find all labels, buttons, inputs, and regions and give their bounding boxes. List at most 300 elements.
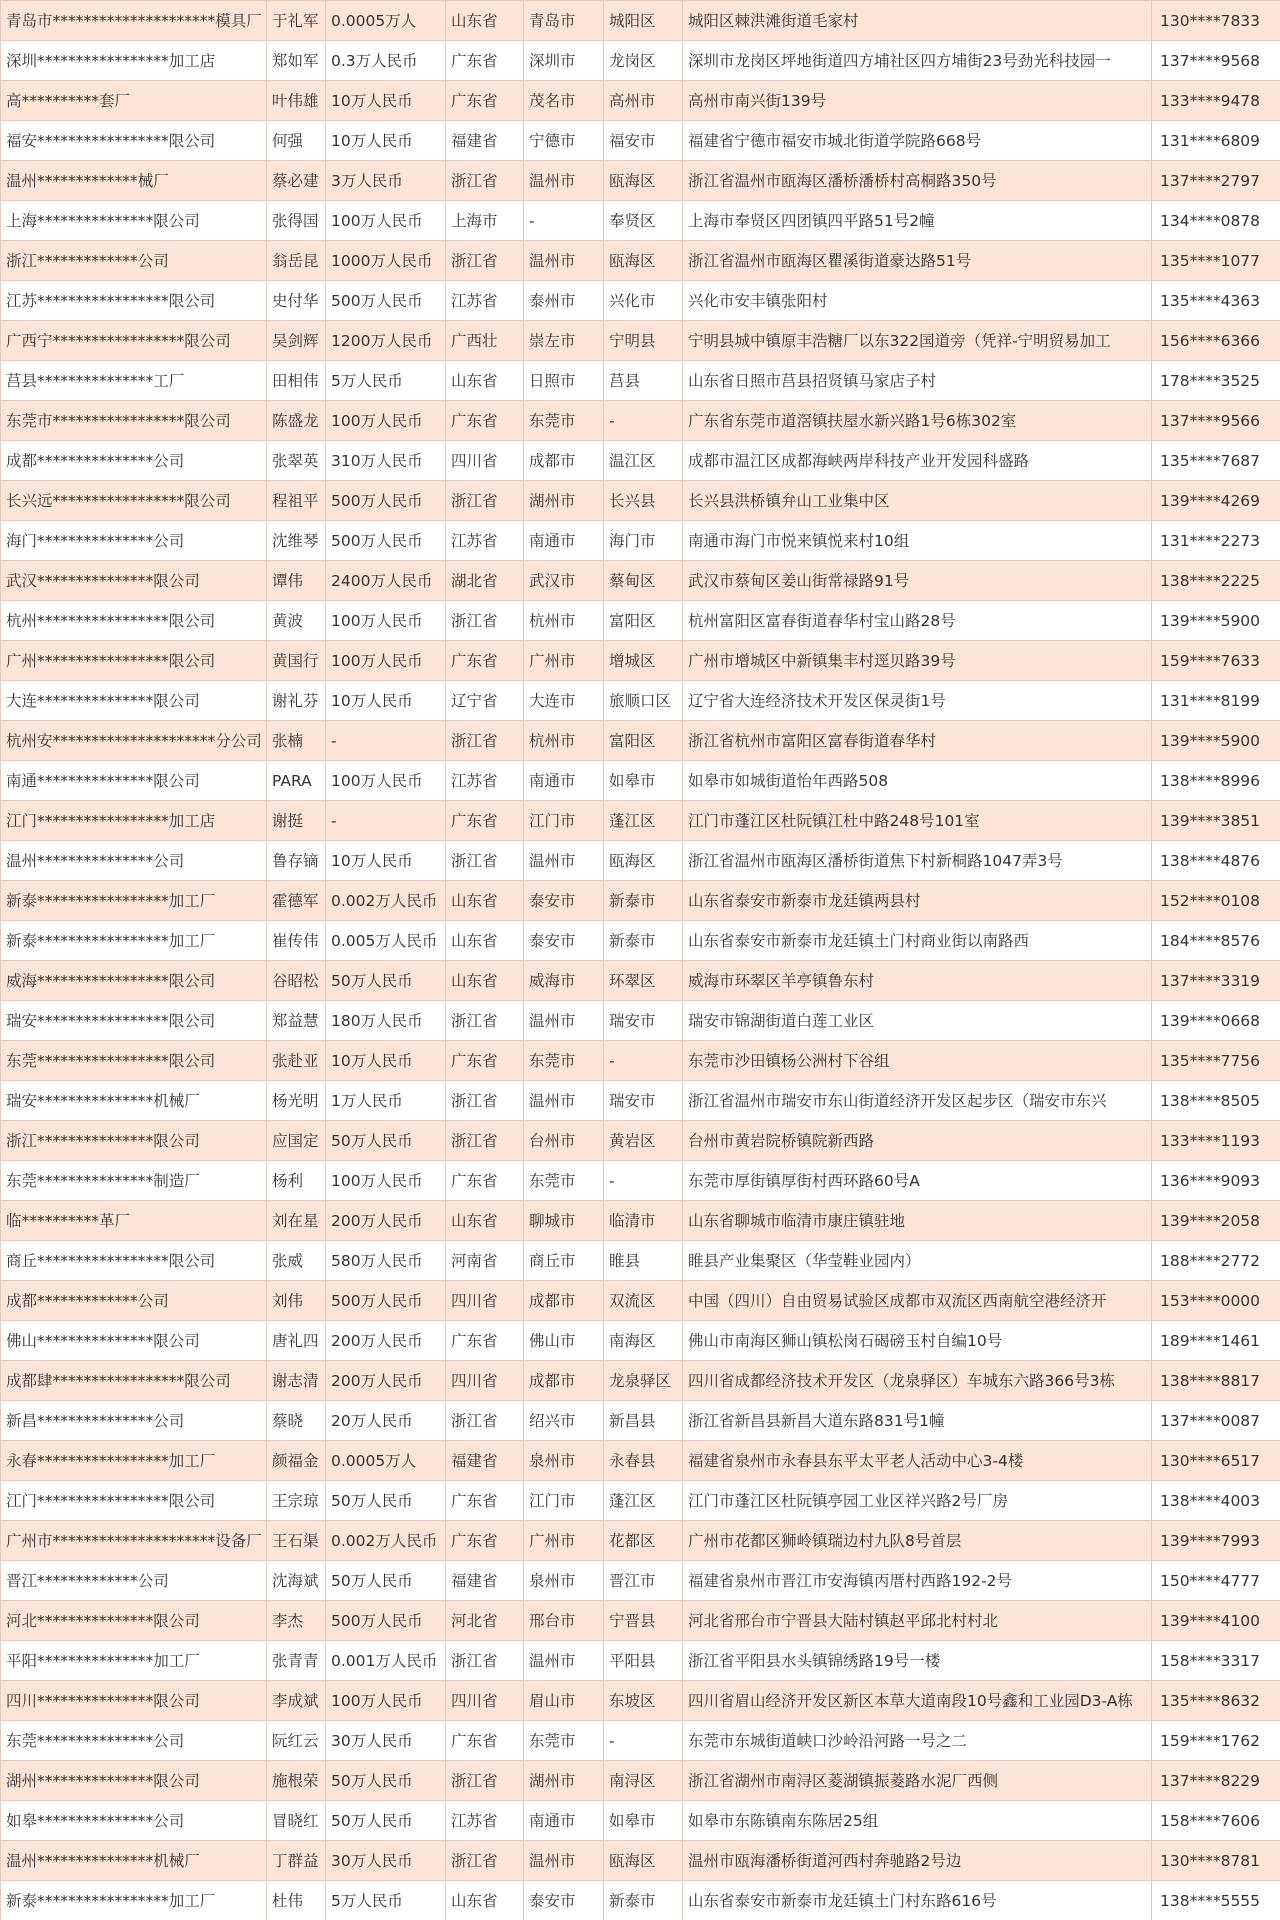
registered-capital-cell: 10万人民币	[326, 681, 446, 721]
district-cell: 新泰市	[604, 921, 683, 961]
registered-capital-cell: 1200万人民币	[326, 321, 446, 361]
company-name-cell: 广西宁*****************限公司	[1, 321, 267, 361]
phone-cell: 159****7633	[1152, 641, 1280, 681]
registered-capital-cell: 50万人民币	[326, 1801, 446, 1841]
address-cell: 河北省邢台市宁晋县大陆村镇赵平邱北村村北	[683, 1601, 1152, 1641]
company-name-cell: 成都肆*****************限公司	[1, 1361, 267, 1401]
district-cell: 瑞安市	[604, 1081, 683, 1121]
registered-capital-cell: 10万人民币	[326, 1041, 446, 1081]
address-cell: 瑞安市锦湖街道白莲工业区	[683, 1001, 1152, 1041]
table-row	[1, 1801, 1280, 1841]
address-cell: 睢县产业集聚区（华莹鞋业园内）	[683, 1241, 1152, 1281]
province-cell: 浙江省	[446, 1001, 524, 1041]
table-row	[1, 601, 1280, 641]
phone-cell: 139****5900	[1152, 721, 1280, 761]
province-cell: 江苏省	[446, 521, 524, 561]
phone-cell: 130****7833	[1152, 1, 1280, 41]
registered-capital-cell: 1000万人民币	[326, 241, 446, 281]
district-cell: 宁明县	[604, 321, 683, 361]
phone-cell: 131****8199	[1152, 681, 1280, 721]
address-cell: 山东省泰安市新泰市龙廷镇两县村	[683, 881, 1152, 921]
company-name-cell: 河北***************限公司	[1, 1601, 267, 1641]
company-name-cell: 杭州安*********************分公司	[1, 721, 267, 761]
city-cell: 台州市	[524, 1121, 604, 1161]
district-cell: 高州市	[604, 81, 683, 121]
address-cell: 台州市黄岩院桥镇院新西路	[683, 1121, 1152, 1161]
legal-representative-cell: 颜福金	[267, 1441, 326, 1481]
province-cell: 四川省	[446, 441, 524, 481]
province-cell: 江苏省	[446, 281, 524, 321]
table-row	[1, 1001, 1280, 1041]
city-cell: 成都市	[524, 441, 604, 481]
city-cell: 温州市	[524, 161, 604, 201]
city-cell: 南通市	[524, 521, 604, 561]
table-body	[1, 1, 1280, 1920]
phone-cell: 139****4269	[1152, 481, 1280, 521]
registered-capital-cell: 50万人民币	[326, 1761, 446, 1801]
legal-representative-cell: 李成斌	[267, 1681, 326, 1721]
city-cell: 温州市	[524, 241, 604, 281]
province-cell: 四川省	[446, 1361, 524, 1401]
city-cell: 宁德市	[524, 121, 604, 161]
district-cell: -	[604, 401, 683, 441]
company-name-cell: 东莞市*****************限公司	[1, 401, 267, 441]
phone-cell: 178****3525	[1152, 361, 1280, 401]
province-cell: 四川省	[446, 1681, 524, 1721]
district-cell: -	[604, 1041, 683, 1081]
company-name-cell: 海门***************公司	[1, 521, 267, 561]
company-name-cell: 温州***************机械厂	[1, 1841, 267, 1881]
province-cell: 广东省	[446, 1161, 524, 1201]
address-cell: 福建省泉州市永春县东平太平老人活动中心3-4楼	[683, 1441, 1152, 1481]
city-cell: 深圳市	[524, 41, 604, 81]
table-row	[1, 1201, 1280, 1241]
table-row	[1, 1601, 1280, 1641]
city-cell: -	[524, 201, 604, 241]
city-cell: 商丘市	[524, 1241, 604, 1281]
city-cell: 成都市	[524, 1281, 604, 1321]
city-cell: 崇左市	[524, 321, 604, 361]
table-row	[1, 521, 1280, 561]
legal-representative-cell: 张威	[267, 1241, 326, 1281]
table-row	[1, 1, 1280, 41]
company-name-cell: 温州***************公司	[1, 841, 267, 881]
province-cell: 山东省	[446, 1, 524, 41]
phone-cell: 137****3319	[1152, 961, 1280, 1001]
legal-representative-cell: 何强	[267, 121, 326, 161]
address-cell: 浙江省杭州市富阳区富春街道春华村	[683, 721, 1152, 761]
registered-capital-cell: 3万人民币	[326, 161, 446, 201]
province-cell: 江苏省	[446, 1801, 524, 1841]
city-cell: 南通市	[524, 1801, 604, 1841]
city-cell: 泰安市	[524, 881, 604, 921]
city-cell: 泉州市	[524, 1441, 604, 1481]
registered-capital-cell: 180万人民币	[326, 1001, 446, 1041]
city-cell: 聊城市	[524, 1201, 604, 1241]
district-cell: 温江区	[604, 441, 683, 481]
table-row	[1, 481, 1280, 521]
table-row	[1, 1681, 1280, 1721]
address-cell: 辽宁省大连经济技术开发区保灵街1号	[683, 681, 1152, 721]
registered-capital-cell: 1万人民币	[326, 1081, 446, 1121]
legal-representative-cell: 刘在星	[267, 1201, 326, 1241]
address-cell: 浙江省新昌县新昌大道东路831号1幢	[683, 1401, 1152, 1441]
company-name-cell: 广州*****************限公司	[1, 641, 267, 681]
district-cell: 睢县	[604, 1241, 683, 1281]
district-cell: 新昌县	[604, 1401, 683, 1441]
phone-cell: 139****3851	[1152, 801, 1280, 841]
district-cell: 增城区	[604, 641, 683, 681]
city-cell: 东莞市	[524, 1721, 604, 1761]
city-cell: 泰安市	[524, 1881, 604, 1920]
address-cell: 四川省成都经济技术开发区（龙泉驿区）车城东六路366号3栋	[683, 1361, 1152, 1401]
address-cell: 东莞市东城街道峡口沙岭沿河路一号之二	[683, 1721, 1152, 1761]
address-cell: 武汉市蔡甸区姜山街常禄路91号	[683, 561, 1152, 601]
phone-cell: 133****1193	[1152, 1121, 1280, 1161]
province-cell: 浙江省	[446, 241, 524, 281]
company-name-cell: 成都*************公司	[1, 1281, 267, 1321]
company-name-cell: 东莞***************制造厂	[1, 1161, 267, 1201]
province-cell: 浙江省	[446, 161, 524, 201]
city-cell: 江门市	[524, 1481, 604, 1521]
registered-capital-cell: 580万人民币	[326, 1241, 446, 1281]
legal-representative-cell: 陈盛龙	[267, 401, 326, 441]
city-cell: 泉州市	[524, 1561, 604, 1601]
address-cell: 南通市海门市悦来镇悦来村10组	[683, 521, 1152, 561]
registered-capital-cell: 2400万人民币	[326, 561, 446, 601]
legal-representative-cell: 崔传伟	[267, 921, 326, 961]
registered-capital-cell: 30万人民币	[326, 1841, 446, 1881]
legal-representative-cell: 黄波	[267, 601, 326, 641]
city-cell: 青岛市	[524, 1, 604, 41]
province-cell: 广东省	[446, 1321, 524, 1361]
phone-cell: 136****9093	[1152, 1161, 1280, 1201]
address-cell: 山东省日照市莒县招贤镇马家店子村	[683, 361, 1152, 401]
registered-capital-cell: 0.001万人民币	[326, 1641, 446, 1681]
legal-representative-cell: 蔡晓	[267, 1401, 326, 1441]
province-cell: 浙江省	[446, 1121, 524, 1161]
table-row	[1, 961, 1280, 1001]
company-name-cell: 莒县***************工厂	[1, 361, 267, 401]
phone-cell: 139****2058	[1152, 1201, 1280, 1241]
phone-cell: 158****3317	[1152, 1641, 1280, 1681]
district-cell: 晋江市	[604, 1561, 683, 1601]
address-cell: 浙江省湖州市南浔区菱湖镇振菱路水泥厂西侧	[683, 1761, 1152, 1801]
province-cell: 浙江省	[446, 841, 524, 881]
district-cell: 瓯海区	[604, 241, 683, 281]
district-cell: 蔡甸区	[604, 561, 683, 601]
company-name-cell: 杭州*****************限公司	[1, 601, 267, 641]
table-row	[1, 201, 1280, 241]
legal-representative-cell: 于礼军	[267, 1, 326, 41]
district-cell: 东坡区	[604, 1681, 683, 1721]
address-cell: 宁明县城中镇原丰浩糖厂以东322国道旁（凭祥-宁明贸易加工	[683, 321, 1152, 361]
district-cell: -	[604, 1161, 683, 1201]
address-cell: 中国（四川）自由贸易试验区成都市双流区西南航空港经济开	[683, 1281, 1152, 1321]
phone-cell: 133****9478	[1152, 81, 1280, 121]
address-cell: 杭州富阳区富春街道春华村宝山路28号	[683, 601, 1152, 641]
table-row	[1, 1401, 1280, 1441]
phone-cell: 137****0087	[1152, 1401, 1280, 1441]
city-cell: 泰州市	[524, 281, 604, 321]
district-cell: 南浔区	[604, 1761, 683, 1801]
city-cell: 绍兴市	[524, 1401, 604, 1441]
legal-representative-cell: 王宗琼	[267, 1481, 326, 1521]
table-row	[1, 721, 1280, 761]
phone-cell: 138****4003	[1152, 1481, 1280, 1521]
company-name-cell: 新泰*****************加工厂	[1, 881, 267, 921]
city-cell: 眉山市	[524, 1681, 604, 1721]
city-cell: 广州市	[524, 641, 604, 681]
province-cell: 浙江省	[446, 721, 524, 761]
company-name-cell: 浙江*************公司	[1, 241, 267, 281]
district-cell: 富阳区	[604, 601, 683, 641]
company-name-cell: 青岛市*********************模具厂	[1, 1, 267, 41]
company-name-cell: 商丘*****************限公司	[1, 1241, 267, 1281]
legal-representative-cell: 谷昭松	[267, 961, 326, 1001]
company-name-cell: 温州*************械厂	[1, 161, 267, 201]
table-row	[1, 1041, 1280, 1081]
legal-representative-cell: 施根荣	[267, 1761, 326, 1801]
registered-capital-cell: 0.0005万人	[326, 1441, 446, 1481]
company-name-cell: 武汉***************限公司	[1, 561, 267, 601]
province-cell: 上海市	[446, 201, 524, 241]
province-cell: 辽宁省	[446, 681, 524, 721]
address-cell: 福建省宁德市福安市城北街道学院路668号	[683, 121, 1152, 161]
registered-capital-cell: 200万人民币	[326, 1201, 446, 1241]
city-cell: 茂名市	[524, 81, 604, 121]
company-name-cell: 福安*****************限公司	[1, 121, 267, 161]
table-row	[1, 641, 1280, 681]
company-name-cell: 四川***************限公司	[1, 1681, 267, 1721]
address-cell: 广州市花都区狮岭镇瑞边村九队8号首层	[683, 1521, 1152, 1561]
company-name-cell: 如皋***************公司	[1, 1801, 267, 1841]
province-cell: 河南省	[446, 1241, 524, 1281]
company-name-cell: 佛山***************限公司	[1, 1321, 267, 1361]
city-cell: 湖州市	[524, 481, 604, 521]
legal-representative-cell: 史付华	[267, 281, 326, 321]
legal-representative-cell: 应国定	[267, 1121, 326, 1161]
legal-representative-cell: 田相伟	[267, 361, 326, 401]
district-cell: 瓯海区	[604, 161, 683, 201]
company-name-cell: 东莞***************公司	[1, 1721, 267, 1761]
registered-capital-cell: 100万人民币	[326, 1681, 446, 1721]
district-cell: -	[604, 1721, 683, 1761]
province-cell: 浙江省	[446, 1761, 524, 1801]
company-name-cell: 永春*****************加工厂	[1, 1441, 267, 1481]
address-cell: 四川省眉山经济开发区新区本草大道南段10号鑫和工业园D3-A栋	[683, 1681, 1152, 1721]
legal-representative-cell: 霍德军	[267, 881, 326, 921]
phone-cell: 130****8781	[1152, 1841, 1280, 1881]
legal-representative-cell: 王石渠	[267, 1521, 326, 1561]
province-cell: 广东省	[446, 1521, 524, 1561]
company-name-cell: 南通***************限公司	[1, 761, 267, 801]
registered-capital-cell: 10万人民币	[326, 841, 446, 881]
legal-representative-cell: 黄国行	[267, 641, 326, 681]
registered-capital-cell: 500万人民币	[326, 1601, 446, 1641]
table-row	[1, 1881, 1280, 1920]
province-cell: 广东省	[446, 1041, 524, 1081]
address-cell: 如皋市如城街道怡年西路508	[683, 761, 1152, 801]
province-cell: 福建省	[446, 1561, 524, 1601]
district-cell: 长兴县	[604, 481, 683, 521]
district-cell: 海门市	[604, 521, 683, 561]
company-name-cell: 东莞*****************限公司	[1, 1041, 267, 1081]
legal-representative-cell: 张青青	[267, 1641, 326, 1681]
city-cell: 日照市	[524, 361, 604, 401]
registered-capital-cell: 100万人民币	[326, 761, 446, 801]
legal-representative-cell: 鲁存镝	[267, 841, 326, 881]
district-cell: 双流区	[604, 1281, 683, 1321]
phone-cell: 184****8576	[1152, 921, 1280, 961]
district-cell: 旅顺口区	[604, 681, 683, 721]
table-row	[1, 1241, 1280, 1281]
phone-cell: 137****9566	[1152, 401, 1280, 441]
address-cell: 温州市瓯海潘桥街道河西村奔驰路2号边	[683, 1841, 1152, 1881]
province-cell: 河北省	[446, 1601, 524, 1641]
legal-representative-cell: 沈海斌	[267, 1561, 326, 1601]
province-cell: 广东省	[446, 1481, 524, 1521]
registered-capital-cell: 500万人民币	[326, 481, 446, 521]
company-name-cell: 临**********革厂	[1, 1201, 267, 1241]
legal-representative-cell: 张赴亚	[267, 1041, 326, 1081]
district-cell: 城阳区	[604, 1, 683, 41]
table-row	[1, 161, 1280, 201]
legal-representative-cell: 谢礼芬	[267, 681, 326, 721]
legal-representative-cell: 谢挺	[267, 801, 326, 841]
legal-representative-cell: 丁群益	[267, 1841, 326, 1881]
city-cell: 温州市	[524, 1641, 604, 1681]
address-cell: 广东省东莞市道滘镇扶屋水新兴路1号6栋302室	[683, 401, 1152, 441]
province-cell: 山东省	[446, 961, 524, 1001]
table-row	[1, 1641, 1280, 1681]
address-cell: 高州市南兴街139号	[683, 81, 1152, 121]
province-cell: 广东省	[446, 41, 524, 81]
table-row	[1, 241, 1280, 281]
table-row	[1, 441, 1280, 481]
address-cell: 佛山市南海区狮山镇松岗石碣磅玉村自编10号	[683, 1321, 1152, 1361]
phone-cell: 137****8229	[1152, 1761, 1280, 1801]
province-cell: 山东省	[446, 1201, 524, 1241]
table-row	[1, 1161, 1280, 1201]
province-cell: 江苏省	[446, 761, 524, 801]
phone-cell: 130****6517	[1152, 1441, 1280, 1481]
phone-cell: 137****9568	[1152, 41, 1280, 81]
province-cell: 广东省	[446, 1721, 524, 1761]
company-name-cell: 江门*****************限公司	[1, 1481, 267, 1521]
district-cell: 瓯海区	[604, 841, 683, 881]
table-row	[1, 1321, 1280, 1361]
province-cell: 浙江省	[446, 601, 524, 641]
province-cell: 山东省	[446, 1881, 524, 1920]
district-cell: 南海区	[604, 1321, 683, 1361]
phone-cell: 158****7606	[1152, 1801, 1280, 1841]
province-cell: 广东省	[446, 81, 524, 121]
city-cell: 湖州市	[524, 1761, 604, 1801]
table-row	[1, 1761, 1280, 1801]
company-name-cell: 新昌***************公司	[1, 1401, 267, 1441]
province-cell: 福建省	[446, 1441, 524, 1481]
legal-representative-cell: 蔡必建	[267, 161, 326, 201]
district-cell: 如皋市	[604, 1801, 683, 1841]
registered-capital-cell: 200万人民币	[326, 1361, 446, 1401]
table-row	[1, 1121, 1280, 1161]
city-cell: 东莞市	[524, 1161, 604, 1201]
phone-cell: 152****0108	[1152, 881, 1280, 921]
company-name-cell: 深圳*****************加工店	[1, 41, 267, 81]
registered-capital-cell: 100万人民币	[326, 641, 446, 681]
province-cell: 山东省	[446, 921, 524, 961]
province-cell: 山东省	[446, 881, 524, 921]
registered-capital-cell: 500万人民币	[326, 281, 446, 321]
table-row	[1, 281, 1280, 321]
address-cell: 福建省泉州市晋江市安海镇丙厝村西路192-2号	[683, 1561, 1152, 1601]
address-cell: 山东省泰安市新泰市龙廷镇土门村东路616号	[683, 1881, 1152, 1920]
table-row	[1, 1521, 1280, 1561]
phone-cell: 138****8505	[1152, 1081, 1280, 1121]
table-row	[1, 321, 1280, 361]
phone-cell: 138****4876	[1152, 841, 1280, 881]
registered-capital-cell: 0.005万人民币	[326, 921, 446, 961]
phone-cell: 135****7687	[1152, 441, 1280, 481]
company-name-cell: 瑞安***************机械厂	[1, 1081, 267, 1121]
city-cell: 东莞市	[524, 401, 604, 441]
district-cell: 临清市	[604, 1201, 683, 1241]
city-cell: 邢台市	[524, 1601, 604, 1641]
address-cell: 江门市蓬江区杜阮镇江杜中路248号101室	[683, 801, 1152, 841]
district-cell: 如皋市	[604, 761, 683, 801]
company-name-cell: 新泰*****************加工厂	[1, 921, 267, 961]
table-row	[1, 81, 1280, 121]
city-cell: 佛山市	[524, 1321, 604, 1361]
province-cell: 浙江省	[446, 1641, 524, 1681]
phone-cell: 156****6366	[1152, 321, 1280, 361]
legal-representative-cell: 杨利	[267, 1161, 326, 1201]
table-row	[1, 921, 1280, 961]
phone-cell: 139****5900	[1152, 601, 1280, 641]
company-name-cell: 大连***************限公司	[1, 681, 267, 721]
registered-capital-cell: -	[326, 801, 446, 841]
legal-representative-cell: 刘伟	[267, 1281, 326, 1321]
table-row	[1, 1281, 1280, 1321]
table-row	[1, 41, 1280, 81]
district-cell: 莒县	[604, 361, 683, 401]
registered-capital-cell: 100万人民币	[326, 201, 446, 241]
registered-capital-cell: 50万人民币	[326, 961, 446, 1001]
district-cell: 龙泉驿区	[604, 1361, 683, 1401]
address-cell: 广州市增城区中新镇集丰村逕贝路39号	[683, 641, 1152, 681]
phone-cell: 131****6809	[1152, 121, 1280, 161]
district-cell: 兴化市	[604, 281, 683, 321]
district-cell: 龙岗区	[604, 41, 683, 81]
legal-representative-cell: 吴剑辉	[267, 321, 326, 361]
province-cell: 浙江省	[446, 481, 524, 521]
registered-capital-cell: 310万人民币	[326, 441, 446, 481]
phone-cell: 137****2797	[1152, 161, 1280, 201]
registered-capital-cell: 100万人民币	[326, 601, 446, 641]
registered-capital-cell: 10万人民币	[326, 121, 446, 161]
province-cell: 湖北省	[446, 561, 524, 601]
city-cell: 东莞市	[524, 1041, 604, 1081]
company-name-cell: 瑞安*****************限公司	[1, 1001, 267, 1041]
table-row	[1, 1441, 1280, 1481]
phone-cell: 138****2225	[1152, 561, 1280, 601]
company-name-cell: 成都***************公司	[1, 441, 267, 481]
table-row	[1, 361, 1280, 401]
address-cell: 长兴县洪桥镇弁山工业集中区	[683, 481, 1152, 521]
phone-cell: 135****7756	[1152, 1041, 1280, 1081]
legal-representative-cell: 郑益慧	[267, 1001, 326, 1041]
